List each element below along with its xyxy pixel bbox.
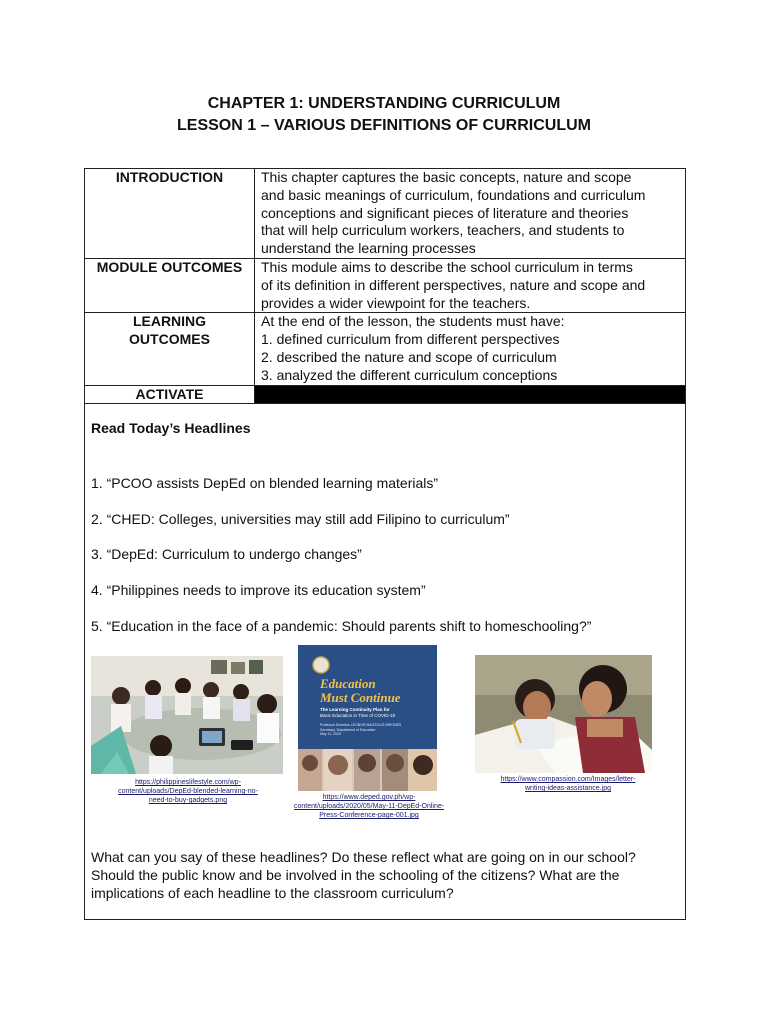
lesson-info-table: [84, 168, 686, 404]
children-writing-photo: [475, 655, 652, 773]
activity-panel: [84, 402, 686, 920]
poster-subtitle: The Learning Continuity Plan for Basic Education in Time of COVID-19: [320, 707, 396, 718]
headline-4: 4. “Philippines needs to improve its education system”: [91, 582, 426, 598]
chapter-title: CHAPTER 1: UNDERSTANDING CURRICULUM: [207, 95, 561, 112]
introduction-label: INTRODUCTION: [85, 169, 255, 259]
classroom-photo-art: [91, 656, 283, 774]
activate-label: ACTIVATE: [85, 385, 255, 404]
learning-outcomes-text: At the end of the lesson, the students must have: 1. defined curriculum from different perspectives 2. described the nature and scope of curriculum 3. analyzed the different curriculum conceptions: [255, 313, 686, 385]
headline-2: 2. “CHED: Colleges, universities may still add Filipino to curriculum”: [91, 511, 510, 527]
image-1-caption[interactable]: https://philippineslifestyle.com/wp- content/uploads/DepEd-blended-learning-no- need-to-buy-gadgets.png: [118, 779, 258, 804]
learning-outcomes-label: LEARNING OUTCOMES: [85, 313, 255, 385]
headline-3: 3. “DepEd: Curriculum to undergo changes”: [91, 546, 362, 562]
poster-presenter: Professor Emeritus LEONOR MAGTOLIS BRIONES Secretary, Department of Education May 11, 2020: [320, 723, 402, 736]
introduction-text: This chapter captures the basic concepts, nature and scope and basic meanings of curriculum, foundations and curriculum conceptions and significant pieces of literature and theories that will help curriculum workers, teachers, and students to understand the learning processes: [255, 169, 686, 259]
module-outcomes-text: This module aims to describe the school curriculum in terms of its definition in different perspectives, nature and scope and provides a wider viewpoint for the teachers.: [255, 259, 686, 313]
headline-5: 5. “Education in the face of a pandemic: Should parents shift to homeschooling?”: [91, 618, 592, 634]
deped-poster-art: [298, 645, 437, 791]
poster-title: Education Must Continue: [320, 676, 401, 705]
classroom-photo: [91, 656, 283, 774]
headline-1: 1. “PCOO assists DepEd on blended learning materials”: [91, 475, 439, 491]
module-outcomes-label: MODULE OUTCOMES: [85, 259, 255, 313]
lesson-title: LESSON 1 – VARIOUS DEFINITIONS OF CURRICULUM: [177, 117, 591, 134]
children-writing-photo-art: [475, 655, 652, 773]
reflection-questions: What can you say of these headlines? Do these reflect what are going on in our school? Should the public know and be involved in the schooling of the citizens? What are the implications of each headline to the classroom curriculum?: [91, 849, 636, 901]
image-3-caption[interactable]: https://www.compassion.com/Images/letter- writing-ideas-assistance.jpg: [500, 776, 636, 792]
image-2-caption[interactable]: https://www.deped.gov.ph/wp- content/uploads/2020/05/May-11-DepEd-Online- Press-Conference-page-001.jpg: [294, 794, 445, 819]
activity-heading: Read Today’s Headlines: [91, 420, 251, 436]
deped-poster: [298, 645, 437, 791]
